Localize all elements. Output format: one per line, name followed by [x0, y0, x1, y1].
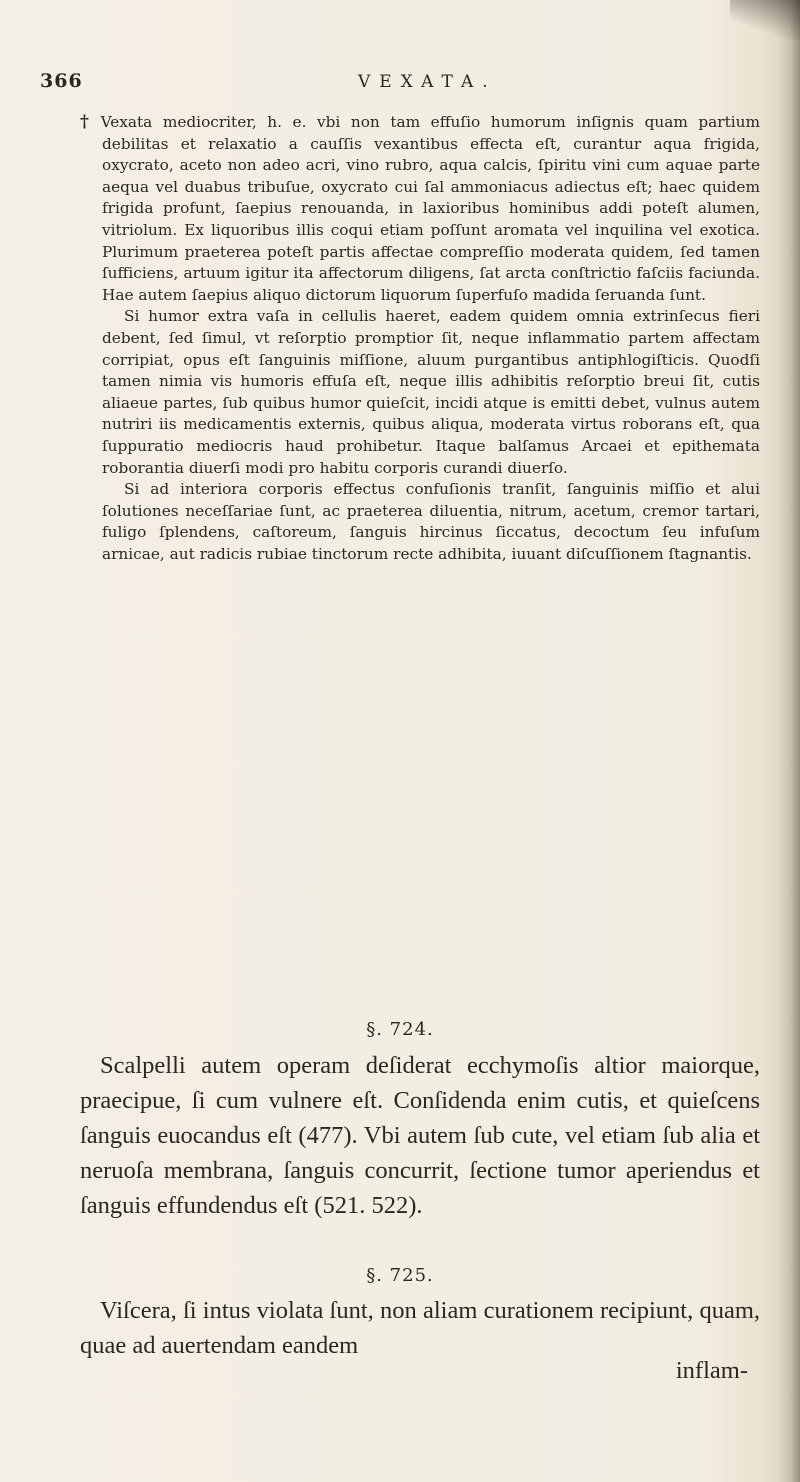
- footnote-paragraph-1: [80, 112, 761, 306]
- section-mark-724: §. 724.: [366, 1019, 434, 1040]
- section-724-text: Scalpelli autem operam deſiderat ecchymoſis altior maiorque, praecipue, ſi cum vulnere eſt. Conſidenda enim cutis, et quieſcens ſanguis euocandus eſt (477). Vbi autem ſub cute, vel etiam ſub alia et neruoſa membrana, ſanguis concurrit, ſectione tumor aperiendus et ſanguis effundendus eſt (521. 522).: [80, 1052, 760, 1219]
- footnote-paragraph-2: Si humor extra vaſa in cellulis haeret, eadem quidem omnia extrinſecus fieri debent, ſed ſimul, vt reſorptio promptior ſit, neque inflammatio partem affectam corripiat, opus eſt ſanguinis miſſione, aluum purgantibus antiphlogiſticis. Quodſi tamen nimia vis humoris effuſa eſt, neque illis adhibitis reſorptio breui ſit, cutis aliaeue partes, ſub quibus humor quieſcit, incidi atque is emitti debet, vulnus autem nutriri iis medicamentis externis, quibus aliqua, moderata virtus roborans eſt, qua ſuppuratio mediocris haud prohibetur. Itaque balſamus Arcaei et epithemata roborantia diuerſi modi pro habitu corporis curandi diuerſo.: [102, 307, 760, 477]
- section-725-body: [80, 1293, 760, 1363]
- dagger-note-marker: †: [80, 112, 95, 132]
- page-header: [40, 70, 760, 100]
- footnote-text-1: Vexata mediocriter, h. e. vbi non tam effuſio humorum inſignis quam partium debilitas et relaxatio a cauſſis vexantibus effecta eſt, curantur aqua frigida, oxycrato, aceto non adeo acri, vino rubro, aqua calcis, ſpiritu vini cum aquae parte aequa vel duabus tribuſue, oxycrato cui ſal ammoniacus adiectus eſt; haec quidem frigida profunt, ſaepius renouanda, in laxioribus hominibus addi poteſt alumen, vitriolum. Ex liquoribus illis coqui etiam poſſunt aromata vel inquilina vel exotica. Plurimum praeterea poteſt partis affectae compreſſio moderata quidem, ſed tamen ſufficiens, artuum igitur ita affectorum diligens, ſat arcta conſtrictio faſciis faciunda. Hae autem ſaepius aliquo dictorum liquorum ſuperfuſo madida ſeruanda ſunt.: [100, 113, 761, 304]
- page-number: 366: [40, 70, 83, 92]
- page-gutter-shadow: [778, 0, 800, 1482]
- catchword: inflam-: [675, 1357, 748, 1384]
- footnote-block: [80, 112, 760, 565]
- section-724-body: [80, 1048, 760, 1223]
- running-head: VEXATA.: [358, 72, 497, 92]
- section-725-text: Viſcera, ſi intus violata ſunt, non aliam curationem recipiunt, quam, quae ad auertendam eandem: [80, 1297, 760, 1359]
- section-mark-725: §. 725.: [366, 1265, 434, 1286]
- footnote-paragraph-3: Si ad interiora corporis effectus confuſionis tranſit, ſanguinis miſſio et alui ſolutiones neceſſariae ſunt, ac praeterea diluentia, nitrum, acetum, cremor tartari, fuligo ſplendens, caſtoreum, ſanguis hircinus ſiccatus, decoctum ſeu infuſum arnicae, aut radicis rubiae tinctorum recte adhibita, iuuant diſcuſſionem ſtagnantis.: [102, 480, 760, 563]
